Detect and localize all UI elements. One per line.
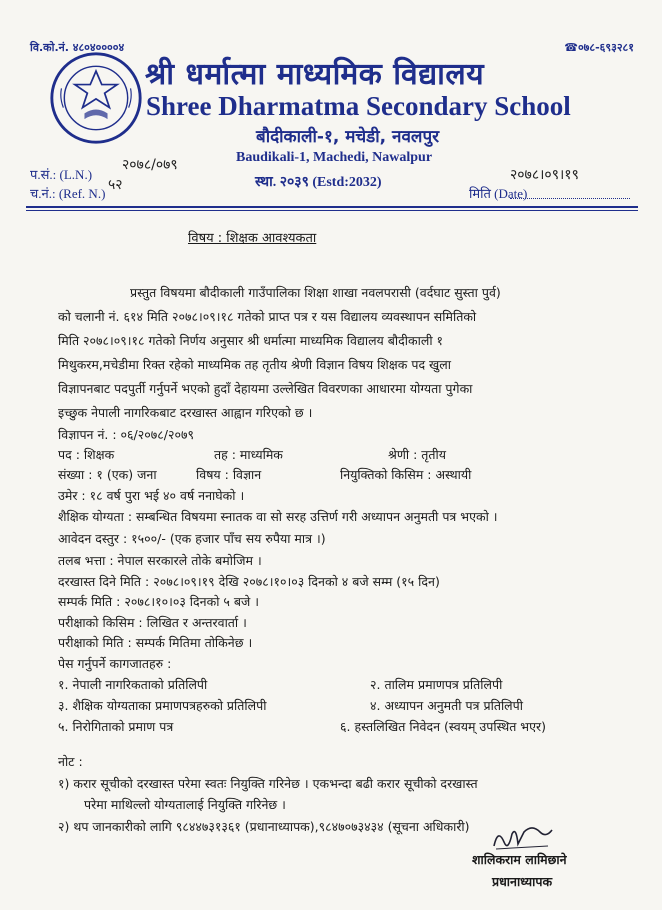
contact-date: सम्पर्क मिति : २०७८।१०।०३ दिनको ५ बजे । bbox=[58, 594, 260, 609]
address-english: Baudikali-1, Machedi, Nawalpur bbox=[236, 150, 433, 165]
body-line: को चलानी नं. ६१४ मिति २०७८।०९।१८ गतेको प्राप्त पत्र र यस विद्यालय व्यवस्थापन समितिको bbox=[58, 309, 477, 324]
note-item: १) करार सूचीको दरखास्त परेमा स्वतः नियुक्ति गरिनेछ । एकभन्दा बढी करार सूचीको दरखास्त bbox=[58, 776, 478, 791]
school-name-english: Shree Dharmatma Secondary School bbox=[146, 91, 571, 121]
header-rule-thin bbox=[26, 210, 638, 211]
body-line: इच्छुक नेपाली नागरिकबाट दरखास्त आह्वान गरिएको छ । bbox=[58, 405, 313, 420]
phone-number: ☎०७८-६९३२८१ bbox=[564, 41, 634, 54]
body-line: मिथुकरम,मचेडीमा रिक्त रहेको माध्यमिक तह तृतीय श्रेणी विज्ञान विषय शिक्षक पद खुला bbox=[58, 357, 451, 372]
address-nepali: बौदीकाली-१, मचेडी, नवलपुर bbox=[256, 127, 440, 147]
handwritten-signature-icon bbox=[488, 822, 558, 854]
post: पद : शिक्षक bbox=[58, 447, 115, 462]
subject-area: विषय : विज्ञान bbox=[196, 467, 262, 482]
note-item-continued: परेमा माथिल्लो योग्यतालाई नियुक्ति गरिनेछ । bbox=[84, 797, 286, 812]
advertisement-number: विज्ञापन नं. : ०६/२०७८/२०७९ bbox=[58, 427, 194, 442]
exam-date: परीक्षाको मिति : सम्पर्क मितिमा तोकिनेछ । bbox=[58, 635, 253, 650]
age-requirement: उमेर : १८ वर्ष पुरा भई ४० वर्ष ननाघेको । bbox=[58, 488, 245, 503]
document-item: ३. शैक्षिक योग्यताका प्रमाणपत्रहरुको प्रतिलिपी bbox=[58, 698, 267, 713]
document-item: १. नेपाली नागरिकताको प्रतिलिपी bbox=[58, 677, 208, 692]
appointment-type: नियुक्तिको किसिम : अस्थायी bbox=[340, 467, 472, 482]
letterhead bbox=[0, 0, 662, 215]
letter-number-value: २०७८/०७९ bbox=[122, 157, 178, 173]
document-item: ६. हस्तलिखित निवेदन (स्वयम् उपस्थित भएर) bbox=[340, 719, 546, 734]
date-label: मिति (Date) bbox=[469, 186, 528, 201]
letter-number-label: प.सं.: (L.N.) bbox=[30, 167, 93, 182]
header-rule bbox=[26, 206, 638, 208]
level: तह : माध्यमिक bbox=[214, 447, 283, 462]
reference-number-label: च.नं.: (Ref. N.) bbox=[30, 186, 106, 201]
application-deadline: दरखास्त दिने मिति : २०७८।०९।१९ देखि २०७८।१०।०३ दिनको ४ बजे सम्म (१५ दिन) bbox=[58, 574, 440, 589]
document-item: ४. अध्यापन अनुमती पत्र प्रतिलिपी bbox=[370, 698, 523, 713]
note-item: २) थप जानकारीको लागि ९८४४७३१३६१ (प्रधानाध्यापक),९८४७०७३४३४ (सूचना अधिकारी) bbox=[58, 819, 470, 834]
school-emblem-icon bbox=[48, 50, 144, 146]
school-name-nepali: श्री धर्मात्मा माध्यमिक विद्यालय bbox=[145, 57, 485, 92]
vacancy-count: संख्या : १ (एक) जना bbox=[58, 467, 157, 482]
date-value: २०७८।०९।१९ bbox=[510, 167, 579, 183]
exam-type: परीक्षाको किसिम : लिखित र अन्तरवार्ता । bbox=[58, 615, 247, 630]
document-item: २. तालिम प्रमाणपत्र प्रतिलिपी bbox=[370, 677, 503, 692]
letter-subject: विषय : शिक्षक आवश्यकता bbox=[188, 231, 317, 246]
grade: श्रेणी : तृतीय bbox=[388, 447, 447, 462]
registration-number: वि.को.नं. ४८०४००००४ bbox=[30, 41, 125, 54]
application-fee: आवेदन दस्तुर : १५००/- (एक हजार पाँच सय रुपैया मात्र ।) bbox=[58, 531, 326, 546]
salary: तलब भत्ता : नेपाल सरकारले तोके बमोजिम । bbox=[58, 553, 262, 568]
date-dotted-line bbox=[510, 198, 630, 199]
signatory-title: प्रधानाध्यापक bbox=[492, 874, 553, 889]
body-line: प्रस्तुत विषयमा बौदीकाली गाउँपालिका शिक्षा शाखा नवलपरासी (वर्दघाट सुस्ता पुर्व) bbox=[130, 285, 501, 300]
documents-heading: पेस गर्नुपर्ने कागजातहरु : bbox=[58, 656, 172, 671]
body-line: विज्ञापनबाट पदपुर्ती गर्नुपर्ने भएको हुदाँ देहायमा उल्लेखित विवरणका आधारमा योग्यता पुगेका bbox=[58, 381, 473, 396]
body-paragraph bbox=[58, 281, 603, 425]
established-year: स्था. २०३९ (Estd:2032) bbox=[255, 175, 382, 190]
signatory-name: शालिकराम लामिछाने bbox=[472, 852, 567, 867]
document-item: ५. निरोगिताको प्रमाण पत्र bbox=[58, 719, 174, 734]
notes-heading: नोट : bbox=[58, 754, 83, 769]
body-line: मिति २०७८।०९।१८ गतेको निर्णय अनुसार श्री धर्मात्मा माध्यमिक विद्यालय बौदीकाली १ bbox=[58, 333, 444, 348]
reference-number-value: ५२ bbox=[108, 177, 123, 193]
qualification: शैक्षिक योग्यता : सम्बन्धित विषयमा स्नातक वा सो सरह उत्तिर्ण गरी अध्यापन अनुमती पत्र भएको । bbox=[58, 509, 498, 524]
